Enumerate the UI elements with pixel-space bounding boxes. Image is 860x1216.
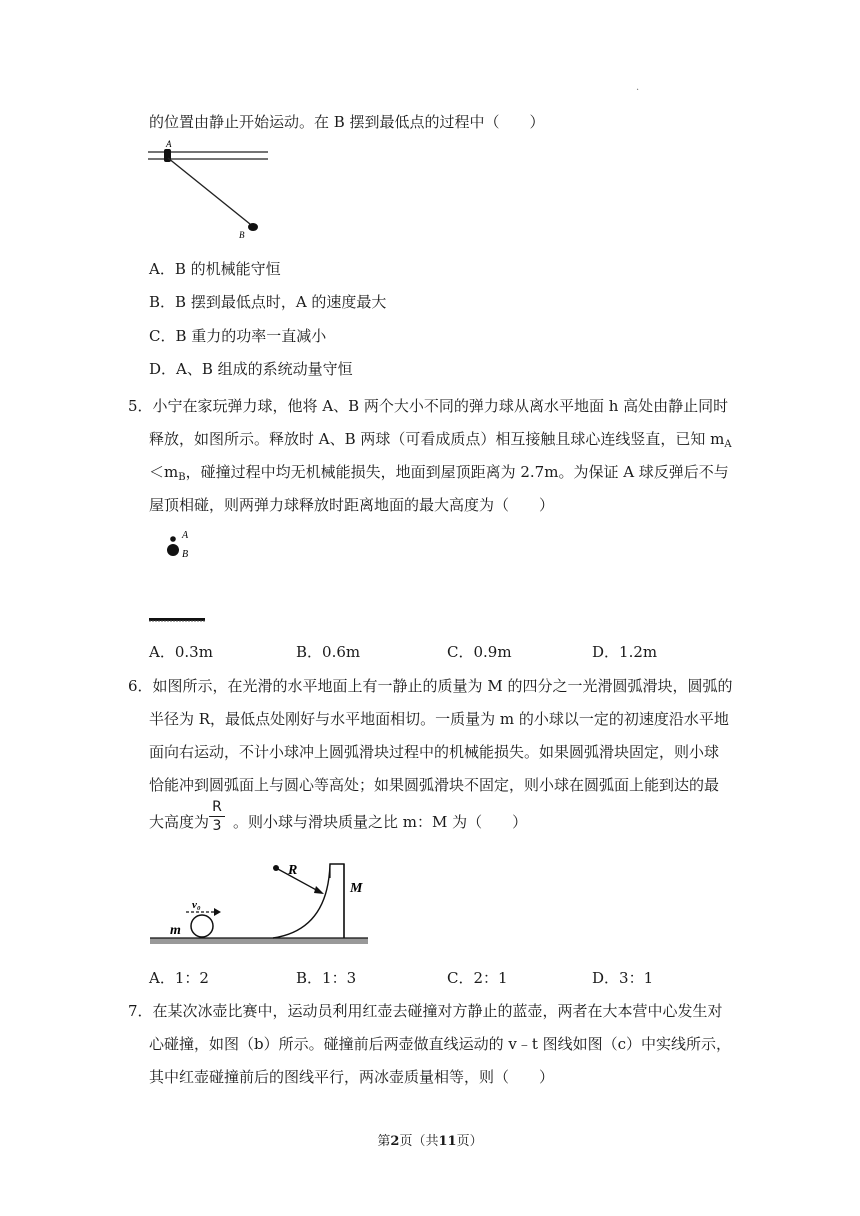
q6-line-5: 大高度为 。则小球与滑块质量之比 m：M 为（ ） (149, 813, 528, 831)
q6-arc-figure (148, 856, 372, 952)
q6-fig-label-v0: v₀ (192, 899, 201, 911)
q5-line-1: 5．小宁在家玩弹力球，他将 A、B 两个大小不同的弹力球从离水平地面 h 高处由静止同时 (128, 397, 729, 415)
q6-option-b: B．1：3 (296, 969, 357, 987)
q6-option-a: A．1：2 (149, 969, 209, 987)
q6-option-c: C．2：1 (447, 969, 508, 987)
q5-option-b: B．0.6m (296, 643, 361, 661)
q6-fig-label-r: R (288, 863, 298, 878)
q4-fig-label-b: B (239, 230, 245, 240)
q4-option-b: B．B 摆到最低点时，A 的速度最大 (149, 293, 387, 311)
q5-option-c: C．0.9m (447, 643, 512, 661)
q4-fig-label-a: A (166, 139, 172, 149)
header-mark: . (636, 82, 640, 93)
q4-pendulum-figure (146, 138, 276, 244)
q7-line-1: 7．在某次冰壶比赛中，运动员利用红壶去碰撞对方静止的蓝壶，两者在大本营中心发生对 (128, 1002, 723, 1020)
q4-stem-tail: 的位置由静止开始运动。在 B 摆到最低点的过程中（ ） (149, 113, 545, 131)
q5-option-d: D．1.2m (592, 643, 658, 661)
q5-fig-label-b: B (182, 549, 189, 560)
q6-fig-label-mm: M (350, 881, 363, 896)
q6-line-4: 恰能冲到圆弧面上与圆心等高处；如果圆弧滑块不固定，则小球在圆弧面上能到达的最 (149, 776, 720, 794)
q7-line-2: 心碰撞，如图（b）所示。碰撞前后两壶做直线运动的 v﹣t 图线如图（c）中实线所示， (149, 1035, 732, 1053)
q5-balls-figure (146, 524, 216, 628)
q6-option-d: D．3：1 (592, 969, 654, 987)
q4-option-c: C．B 重力的功率一直减小 (149, 327, 327, 345)
page-footer: 第2页（共11页） (377, 1134, 483, 1149)
q7-line-3: 其中红壶碰撞前后的图线平行，两冰壶质量相等，则（ ） (149, 1068, 555, 1086)
q5-line-4: 屋顶相碰，则两弹力球释放时距离地面的最大高度为（ ） (149, 496, 555, 514)
q5-line-3: $<m_B$，碰撞过程中均无机械能损失，地面到屋顶距离为 2.7m。为保证 A 球反弹后不与 (149, 463, 729, 483)
q6-fig-label-m: m (170, 923, 181, 938)
q5-fig-label-a: A (182, 530, 189, 541)
q6-line-3: 面向右运动，不计小球冲上圆弧滑块过程中的机械能损失。如果圆弧滑块固定，则小球 (149, 743, 720, 761)
q5-option-a: A．0.3m (149, 643, 213, 661)
q4-option-d: D．A、B 组成的系统动量守恒 (149, 360, 353, 378)
q6-line-2: 半径为 R，最低点处刚好与水平地面相切。一质量为 m 的小球以一定的初速度沿水平地 (149, 710, 729, 728)
q4-option-a: A．B 的机械能守恒 (149, 260, 281, 278)
q6-line-1: 6．如图所示，在光滑的水平地面上有一静止的质量为 M 的四分之一光滑圆弧滑块，圆弧的 (128, 677, 733, 695)
q5-line-2: 释放，如图所示。释放时 A、B 两球（可看成质点）相互接触且球心连线竖直，已知 $m_A$ (149, 430, 732, 450)
q6-fraction: R 3 (209, 799, 225, 834)
